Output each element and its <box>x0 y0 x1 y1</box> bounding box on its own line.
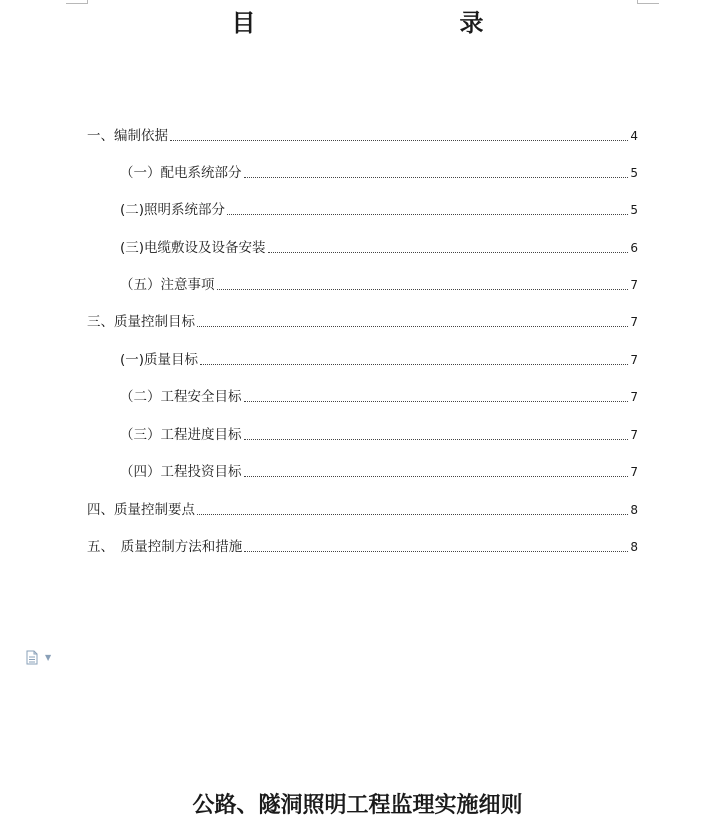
toc-page-number: 7 <box>630 390 638 404</box>
toc-dot-leader <box>244 439 629 440</box>
toc-page-number: 7 <box>630 278 638 292</box>
toc-dot-leader <box>268 252 628 253</box>
toc-entry-text: （三）工程进度目标 <box>120 427 242 443</box>
page-corner-mark-right <box>637 0 659 4</box>
toc-entry-text: （二）工程安全目标 <box>120 389 242 405</box>
toc-entry[interactable] <box>120 350 638 370</box>
toc-entry-text: 五、 质量控制方法和措施 <box>87 539 243 555</box>
toc-entry-text: 四、质量控制要点 <box>87 502 195 518</box>
toc-entry-text: （一）配电系统部分 <box>120 165 242 181</box>
toc-entry[interactable] <box>120 275 638 295</box>
toc-entry-text: （四）工程投资目标 <box>120 464 242 480</box>
page-corner-mark-left <box>66 0 88 4</box>
toc-entry-text: (三)电缆敷设及设备安装 <box>120 240 266 256</box>
toc-entry[interactable] <box>120 163 638 183</box>
chevron-down-icon[interactable]: ▼ <box>45 653 52 662</box>
toc-page-number: 8 <box>630 540 638 554</box>
toc-entry-text: 三、质量控制目标 <box>87 314 195 330</box>
toc-entry[interactable] <box>120 387 638 407</box>
toc-page-number: 6 <box>630 241 638 255</box>
toc-entry[interactable] <box>87 312 638 332</box>
toc-dot-leader <box>227 214 628 215</box>
toc-entry[interactable] <box>87 126 638 146</box>
toc-entry[interactable] <box>87 500 638 520</box>
toc-page-number: 7 <box>630 428 638 442</box>
toc-dot-leader <box>170 140 628 141</box>
toc-dot-leader <box>244 551 628 552</box>
toc-dot-leader <box>244 177 629 178</box>
toc-dot-leader <box>197 326 628 327</box>
toc-page-number: 5 <box>630 203 638 217</box>
toc-page-number: 5 <box>630 166 638 180</box>
toc-dot-leader <box>197 514 628 515</box>
toc-entry-text: 一、编制依据 <box>87 128 168 144</box>
toc-dot-leader <box>244 401 629 402</box>
toc-page-number: 7 <box>630 315 638 329</box>
page-title: 目 录 <box>231 8 574 37</box>
toc-page-number: 7 <box>630 353 638 367</box>
toc-entry[interactable] <box>120 425 638 445</box>
toc-page-number: 7 <box>630 465 638 479</box>
next-page-title: 公路、隧洞照明工程监理实施细则 <box>192 792 523 818</box>
toc-entry-text: (二)照明系统部分 <box>120 202 226 218</box>
toc-entry-text: (一)质量目标 <box>120 352 199 368</box>
toc-entry[interactable] <box>120 238 638 258</box>
toc-entry[interactable] <box>120 462 638 482</box>
toc-entry[interactable] <box>87 537 638 557</box>
document-icon[interactable] <box>26 650 38 665</box>
toc-page-number: 4 <box>630 129 638 143</box>
toc-dot-leader <box>200 364 628 365</box>
toc-entry-text: （五）注意事项 <box>120 277 215 293</box>
toc-dot-leader <box>244 476 629 477</box>
toc-entry[interactable] <box>120 200 638 220</box>
toc-page-number: 8 <box>630 503 638 517</box>
toc-dot-leader <box>217 289 629 290</box>
